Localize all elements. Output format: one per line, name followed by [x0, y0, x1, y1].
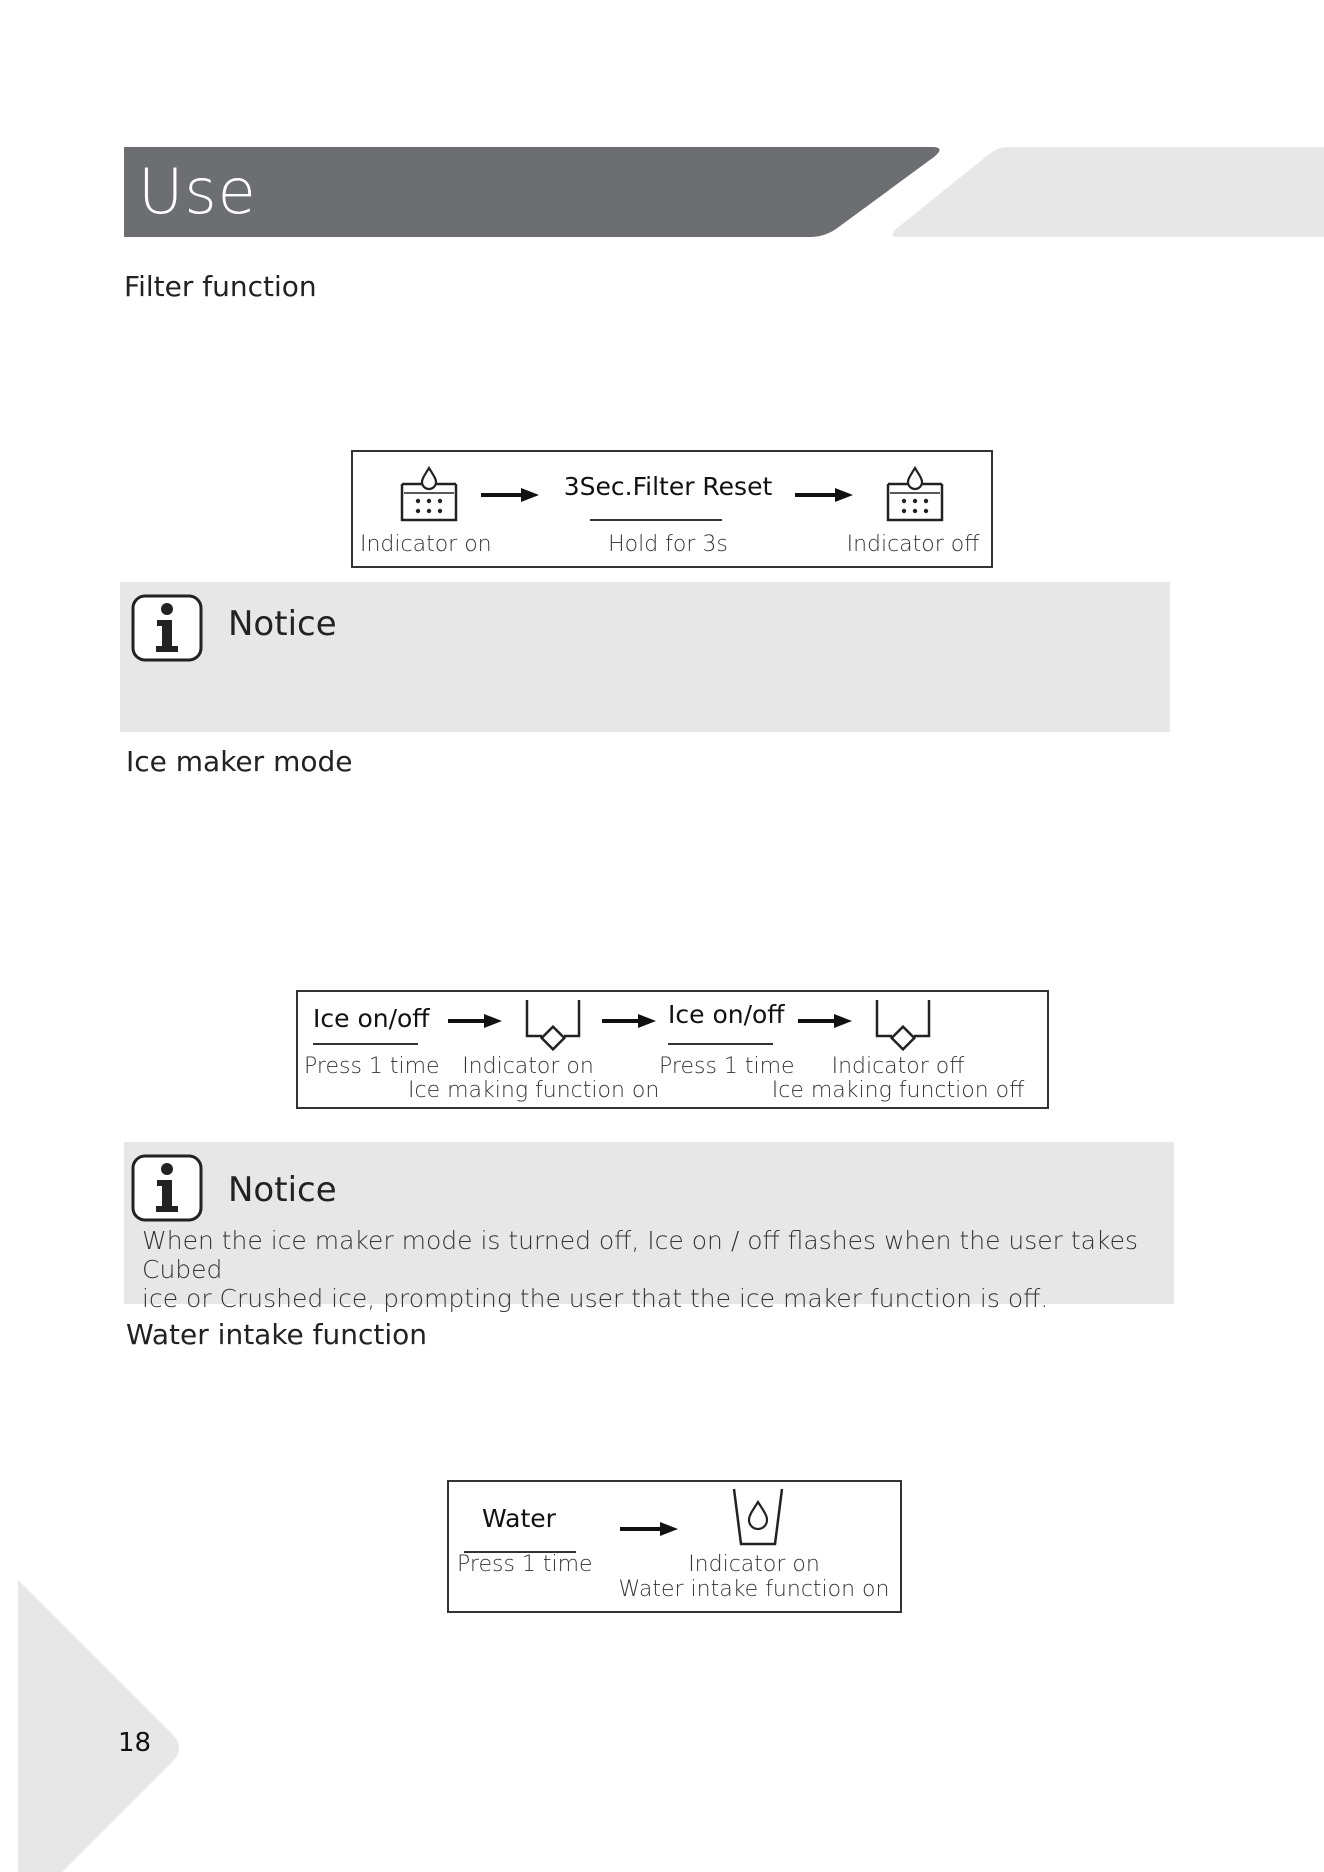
page-title: Use — [138, 155, 257, 228]
label-hold: Hold for 3s — [608, 532, 728, 557]
notice-box-filter — [120, 582, 1170, 732]
label-press-1: Press 1 time — [304, 1054, 440, 1079]
arrow-right-icon — [620, 1522, 678, 1536]
water-glass-icon — [729, 1486, 787, 1548]
filter-icon — [884, 466, 946, 524]
filter-diagram — [351, 450, 993, 568]
arrow-right-icon — [481, 488, 539, 502]
section-title-ice: Ice maker mode — [126, 745, 353, 778]
underline — [590, 519, 722, 521]
label-indicator-on: Indicator on — [688, 1552, 820, 1577]
label-indicator-on: Indicator on — [462, 1054, 594, 1079]
label-indicator-on: Indicator on — [360, 532, 492, 557]
info-icon — [131, 594, 203, 662]
arrow-right-icon — [795, 488, 853, 502]
section-title-water: Water intake function — [126, 1318, 428, 1351]
label-indicator-off: Indicator off — [846, 532, 980, 557]
footer-corner-decoration — [0, 1580, 190, 1872]
notice-title: Notice — [228, 604, 337, 644]
label-water-intake-on: Water intake function on — [618, 1577, 890, 1602]
info-icon — [131, 1154, 203, 1222]
label-indicator-off: Indicator off — [831, 1054, 965, 1079]
filter-icon — [398, 466, 460, 524]
underline — [668, 1043, 773, 1045]
section-title-filter: Filter function — [124, 270, 317, 303]
header-tab-decoration — [888, 147, 1324, 237]
page-number: 18 — [118, 1728, 152, 1758]
arrow-right-icon — [798, 1014, 852, 1028]
notice-line: When the ice maker mode is turned off, Ice on / off flashes when the user takes Cubed — [142, 1226, 1138, 1284]
ice-key-1: Ice on/off — [313, 1004, 430, 1033]
ice-maker-icon — [524, 998, 582, 1052]
water-key: Water — [482, 1504, 556, 1533]
notice-box-ice — [124, 1142, 1174, 1313]
label-ice-making-off: Ice making function off — [771, 1078, 1025, 1103]
label-press: Press 1 time — [457, 1552, 593, 1577]
ice-key-2: Ice on/off — [668, 1000, 785, 1029]
arrow-right-icon — [602, 1014, 656, 1028]
notice-title: Notice — [228, 1170, 337, 1210]
underline — [313, 1043, 418, 1045]
arrow-right-icon — [448, 1014, 502, 1028]
notice-text — [142, 1226, 1172, 1313]
label-press-2: Press 1 time — [659, 1054, 795, 1079]
filter-reset-key: 3Sec.Filter Reset — [563, 472, 773, 501]
label-ice-making-on: Ice making function on — [408, 1078, 660, 1103]
water-diagram — [447, 1480, 902, 1613]
ice-diagram — [296, 990, 1049, 1109]
notice-line: ice or Crushed ice, prompting the user that the ice maker function is off. — [142, 1284, 1049, 1313]
ice-maker-icon — [874, 998, 932, 1052]
